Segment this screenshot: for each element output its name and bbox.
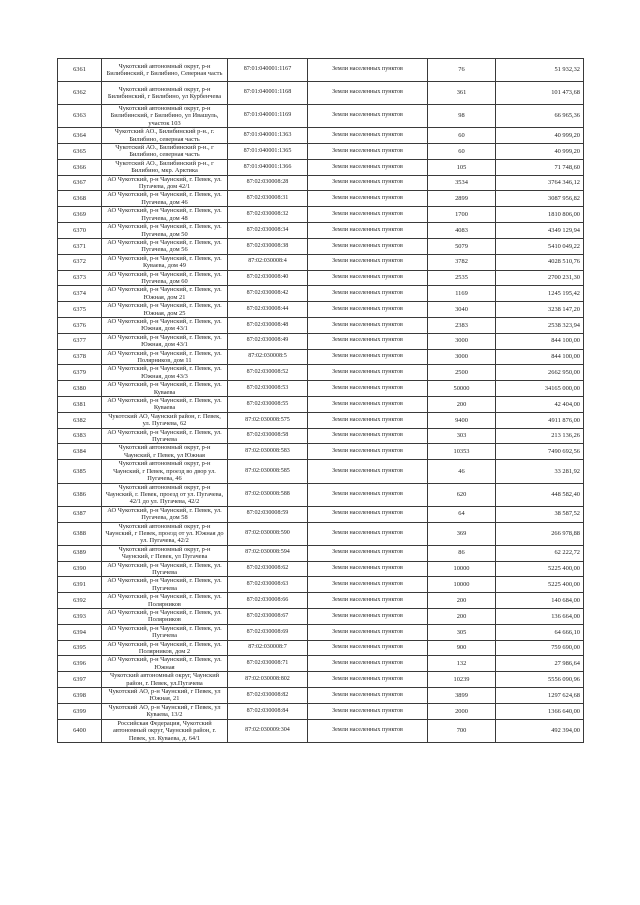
- land-category: Земли населенных пунктов: [308, 656, 428, 672]
- row-number: 6391: [58, 577, 102, 593]
- parcel-area: 200: [428, 593, 496, 609]
- cadastral-number: 87:02:030008:62: [228, 561, 308, 577]
- cadastral-number: 87:02:030008:588: [228, 483, 308, 506]
- cadastral-value: 759 690,00: [496, 640, 584, 656]
- table-row: [58, 144, 584, 160]
- parcel-area: 60: [428, 128, 496, 144]
- row-number: 6361: [58, 59, 102, 82]
- parcel-address: АО Чукотский, р-н Чаунский, г. Певек, ул. Полярников: [102, 609, 228, 625]
- cadastral-number: 87:02:030008:82: [228, 688, 308, 704]
- row-number: 6378: [58, 349, 102, 365]
- cadastral-value: 266 978,88: [496, 522, 584, 545]
- table-row: [58, 483, 584, 506]
- cadastral-value: 64 666,10: [496, 624, 584, 640]
- row-number: 6367: [58, 175, 102, 191]
- land-category: Земли населенных пунктов: [308, 365, 428, 381]
- table-row: [58, 302, 584, 318]
- cadastral-number: 87:02:030008:53: [228, 381, 308, 397]
- land-category: Земли населенных пунктов: [308, 624, 428, 640]
- land-category: Земли населенных пунктов: [308, 349, 428, 365]
- row-number: 6365: [58, 144, 102, 160]
- cadastral-value: 1297 624,68: [496, 688, 584, 704]
- land-category: Земли населенных пунктов: [308, 688, 428, 704]
- table-row: [58, 238, 584, 254]
- table-row: [58, 207, 584, 223]
- land-category: Земли населенных пунктов: [308, 506, 428, 522]
- parcel-area: 5079: [428, 238, 496, 254]
- cadastral-number: 87:02:030008:48: [228, 317, 308, 333]
- land-category: Земли населенных пунктов: [308, 207, 428, 223]
- cadastral-value: 492 394,00: [496, 719, 584, 742]
- cadastral-value: 2662 950,00: [496, 365, 584, 381]
- land-category: Земли населенных пунктов: [308, 144, 428, 160]
- parcel-address: АО Чукотский, р-н Чаунский, г. Певек, ул. Южная, дом 21: [102, 286, 228, 302]
- land-category: Земли населенных пунктов: [308, 105, 428, 128]
- row-number: 6368: [58, 191, 102, 207]
- cadastral-number: 87:02:030008:5: [228, 349, 308, 365]
- row-number: 6380: [58, 381, 102, 397]
- land-category: Земли населенных пунктов: [308, 128, 428, 144]
- land-category: Земли населенных пунктов: [308, 286, 428, 302]
- cadastral-value: 2538 323,94: [496, 317, 584, 333]
- parcel-address: Чукотский автономный округ, Чаунский район, г. Певек, ул.Пугачева: [102, 672, 228, 688]
- parcel-area: 369: [428, 522, 496, 545]
- cadastral-value: 40 999,20: [496, 128, 584, 144]
- land-category: Земли населенных пунктов: [308, 397, 428, 413]
- row-number: 6370: [58, 223, 102, 239]
- parcel-area: 2500: [428, 365, 496, 381]
- parcel-area: 1169: [428, 286, 496, 302]
- parcel-area: 105: [428, 159, 496, 175]
- parcel-address: АО Чукотский, р-н Чаунский, г. Певек, ул. Пугачева, дом 58: [102, 506, 228, 522]
- table-row: [58, 460, 584, 483]
- parcel-area: 2383: [428, 317, 496, 333]
- table-row: [58, 656, 584, 672]
- row-number: 6396: [58, 656, 102, 672]
- cadastral-number: 87:01:040001:1363: [228, 128, 308, 144]
- cadastral-number: 87:02:030008:67: [228, 609, 308, 625]
- land-register-document: [57, 58, 583, 743]
- parcel-address: Чукотский автономный округ, р-н Чаунский, г Певек, проезд во двор ул. Пугачева, 46: [102, 460, 228, 483]
- table-row: [58, 640, 584, 656]
- table-row: [58, 254, 584, 270]
- land-category: Земли населенных пунктов: [308, 59, 428, 82]
- cadastral-value: 844 100,00: [496, 349, 584, 365]
- parcel-area: 9400: [428, 412, 496, 428]
- parcel-area: 10000: [428, 561, 496, 577]
- cadastral-number: 87:01:040001:1365: [228, 144, 308, 160]
- cadastral-value: 1810 806,00: [496, 207, 584, 223]
- parcel-area: 2000: [428, 703, 496, 719]
- parcel-address: АО Чукотский, р-н Чаунский, г. Певек, ул. Южная: [102, 656, 228, 672]
- parcel-address: АО Чукотский, р-н Чаунский, г. Певек, ул. Пугачева: [102, 561, 228, 577]
- table-row: [58, 191, 584, 207]
- table-row: [58, 428, 584, 444]
- parcel-address: АО Чукотский, р-н Чаунский, г. Певек, ул. Полярников, дом 11: [102, 349, 228, 365]
- row-number: 6377: [58, 333, 102, 349]
- cadastral-value: 4349 129,94: [496, 223, 584, 239]
- parcel-area: 3534: [428, 175, 496, 191]
- parcel-address: АО Чукотский, р-н Чаунский, г. Певек, ул. Пугачева, дом 56: [102, 238, 228, 254]
- cadastral-value: 1245 195,42: [496, 286, 584, 302]
- row-number: 6373: [58, 270, 102, 286]
- table-row: [58, 522, 584, 545]
- land-category: Земли населенных пунктов: [308, 522, 428, 545]
- cadastral-value: 40 999,20: [496, 144, 584, 160]
- parcel-area: 2899: [428, 191, 496, 207]
- parcel-address: АО Чукотский, р-н Чаунский, г. Певек, ул. Пугачева, дом 46: [102, 191, 228, 207]
- parcel-address: АО Чукотский, р-н Чаунский, г. Певек, ул. Куваева: [102, 397, 228, 413]
- cadastral-number: 87:02:030008:84: [228, 703, 308, 719]
- row-number: 6386: [58, 483, 102, 506]
- row-number: 6363: [58, 105, 102, 128]
- cadastral-value: 3087 956,82: [496, 191, 584, 207]
- land-category: Земли населенных пунктов: [308, 82, 428, 105]
- land-category: Земли населенных пунктов: [308, 609, 428, 625]
- table-row: [58, 577, 584, 593]
- table-row: [58, 159, 584, 175]
- cadastral-value: 136 664,00: [496, 609, 584, 625]
- row-number: 6389: [58, 545, 102, 561]
- cadastral-number: 87:02:030008:55: [228, 397, 308, 413]
- row-number: 6374: [58, 286, 102, 302]
- table-row: [58, 703, 584, 719]
- row-number: 6395: [58, 640, 102, 656]
- cadastral-value: 213 136,26: [496, 428, 584, 444]
- cadastral-value: 62 222,72: [496, 545, 584, 561]
- parcel-address: Чукотский автономный округ, р-н Билибинский, г Билибино, Северная часть: [102, 59, 228, 82]
- land-category: Земли населенных пунктов: [308, 483, 428, 506]
- row-number: 6379: [58, 365, 102, 381]
- parcel-address: АО Чукотский, р-н Чаунский, г. Певек, ул. Южная, дом 43/1: [102, 317, 228, 333]
- parcel-area: 1700: [428, 207, 496, 223]
- table-row: [58, 59, 584, 82]
- parcel-address: АО Чукотский, р-н Чаунский, г. Певек, ул. Пугачева, дом 60: [102, 270, 228, 286]
- cadastral-number: 87:02:030008:7: [228, 640, 308, 656]
- cadastral-value: 38 587,52: [496, 506, 584, 522]
- cadastral-number: 87:02:030008:58: [228, 428, 308, 444]
- parcel-area: 46: [428, 460, 496, 483]
- land-category: Земли населенных пунктов: [308, 577, 428, 593]
- table-row: [58, 397, 584, 413]
- land-category: Земли населенных пунктов: [308, 640, 428, 656]
- row-number: 6387: [58, 506, 102, 522]
- parcel-area: 50000: [428, 381, 496, 397]
- row-number: 6369: [58, 207, 102, 223]
- parcel-area: 200: [428, 609, 496, 625]
- row-number: 6362: [58, 82, 102, 105]
- table-row: [58, 317, 584, 333]
- table-row: [58, 349, 584, 365]
- cadastral-value: 66 965,36: [496, 105, 584, 128]
- cadastral-number: 87:02:030008:594: [228, 545, 308, 561]
- parcel-area: 3040: [428, 302, 496, 318]
- parcel-area: 76: [428, 59, 496, 82]
- parcel-area: 303: [428, 428, 496, 444]
- parcel-area: 86: [428, 545, 496, 561]
- land-category: Земли населенных пунктов: [308, 460, 428, 483]
- cadastral-value: 4911 876,00: [496, 412, 584, 428]
- cadastral-number: 87:02:030009:304: [228, 719, 308, 742]
- land-category: Земли населенных пунктов: [308, 444, 428, 460]
- table-row: [58, 412, 584, 428]
- row-number: 6382: [58, 412, 102, 428]
- parcel-address: Чукотский АО., Билибинский р-н., г Билибино, мкр. Арктика: [102, 159, 228, 175]
- parcel-address: АО Чукотский, р-н Чаунский, г. Певек, ул. Полярников: [102, 593, 228, 609]
- row-number: 6393: [58, 609, 102, 625]
- parcel-area: 620: [428, 483, 496, 506]
- cadastral-value: 71 748,60: [496, 159, 584, 175]
- parcel-address: АО Чукотский, р-н Чаунский, г. Певек, ул. Пугачева, дом 48: [102, 207, 228, 223]
- land-category: Земли населенных пунктов: [308, 175, 428, 191]
- cadastral-number: 87:02:030008:575: [228, 412, 308, 428]
- land-category: Земли населенных пунктов: [308, 412, 428, 428]
- cadastral-value: 5410 049,22: [496, 238, 584, 254]
- parcel-address: Чукотский АО, р-н Чаунский, г Певек, ул Куваева, 13/2: [102, 703, 228, 719]
- land-category: Земли населенных пунктов: [308, 428, 428, 444]
- row-number: 6381: [58, 397, 102, 413]
- cadastral-value: 4028 510,76: [496, 254, 584, 270]
- cadastral-number: 87:02:030008:40: [228, 270, 308, 286]
- parcel-area: 900: [428, 640, 496, 656]
- land-category: Земли населенных пунктов: [308, 381, 428, 397]
- parcel-area: 10353: [428, 444, 496, 460]
- land-category: Земли населенных пунктов: [308, 561, 428, 577]
- cadastral-value: 2700 231,30: [496, 270, 584, 286]
- land-category: Земли населенных пунктов: [308, 703, 428, 719]
- cadastral-number: 87:02:030008:59: [228, 506, 308, 522]
- row-number: 6384: [58, 444, 102, 460]
- row-number: 6399: [58, 703, 102, 719]
- land-parcels-table: [57, 58, 584, 743]
- table-row: [58, 365, 584, 381]
- table-row: [58, 82, 584, 105]
- table-row: [58, 223, 584, 239]
- row-number: 6375: [58, 302, 102, 318]
- parcel-area: 3782: [428, 254, 496, 270]
- table-row: [58, 286, 584, 302]
- table-row: [58, 688, 584, 704]
- cadastral-value: 5225 400,00: [496, 561, 584, 577]
- land-parcels-table-body: [58, 59, 584, 743]
- parcel-area: 361: [428, 82, 496, 105]
- row-number: 6364: [58, 128, 102, 144]
- table-row: [58, 444, 584, 460]
- parcel-area: 98: [428, 105, 496, 128]
- cadastral-number: 87:02:030008:583: [228, 444, 308, 460]
- cadastral-number: 87:02:030008:32: [228, 207, 308, 223]
- cadastral-value: 5556 090,96: [496, 672, 584, 688]
- cadastral-value: 3764 346,12: [496, 175, 584, 191]
- parcel-address: АО Чукотский, р-н Чаунский, г. Певек, ул. Пугачева: [102, 624, 228, 640]
- land-category: Земли населенных пунктов: [308, 191, 428, 207]
- table-row: [58, 672, 584, 688]
- parcel-address: Чукотский АО, р-н Чаунский, г Певек, ул Южная, 21: [102, 688, 228, 704]
- cadastral-value: 448 582,40: [496, 483, 584, 506]
- table-row: [58, 561, 584, 577]
- parcel-address: АО Чукотский, р-н Чаунский, г. Певек, ул. Пугачева: [102, 577, 228, 593]
- row-number: 6400: [58, 719, 102, 742]
- cadastral-value: 5225 400,00: [496, 577, 584, 593]
- row-number: 6372: [58, 254, 102, 270]
- cadastral-number: 87:02:030008:34: [228, 223, 308, 239]
- row-number: 6366: [58, 159, 102, 175]
- parcel-area: 305: [428, 624, 496, 640]
- table-row: [58, 128, 584, 144]
- cadastral-value: 34165 000,00: [496, 381, 584, 397]
- cadastral-number: 87:01:040001:1169: [228, 105, 308, 128]
- row-number: 6394: [58, 624, 102, 640]
- cadastral-number: 87:02:030008:52: [228, 365, 308, 381]
- parcel-area: 3000: [428, 333, 496, 349]
- cadastral-value: 7490 692,56: [496, 444, 584, 460]
- parcel-address: Чукотский автономный округ, р-н Чаунский, г. Певек, проезд от ул. Пугачева, 42/1 до ул. Пугачева, 42/2: [102, 483, 228, 506]
- cadastral-value: 3238 147,20: [496, 302, 584, 318]
- parcel-area: 10000: [428, 577, 496, 593]
- row-number: 6388: [58, 522, 102, 545]
- row-number: 6398: [58, 688, 102, 704]
- land-category: Земли населенных пунктов: [308, 270, 428, 286]
- parcel-area: 2535: [428, 270, 496, 286]
- cadastral-number: 87:02:030008:63: [228, 577, 308, 593]
- parcel-address: АО Чукотский, р-н Чаунский, г. Певек, ул. Пугачева: [102, 428, 228, 444]
- table-row: [58, 105, 584, 128]
- land-category: Земли населенных пунктов: [308, 302, 428, 318]
- parcel-area: 10239: [428, 672, 496, 688]
- land-category: Земли населенных пунктов: [308, 159, 428, 175]
- land-category: Земли населенных пунктов: [308, 317, 428, 333]
- parcel-address: АО Чукотский, р-н Чаунский, г. Певек, ул. Пугачева, дом 50: [102, 223, 228, 239]
- row-number: 6385: [58, 460, 102, 483]
- land-category: Земли населенных пунктов: [308, 238, 428, 254]
- parcel-address: АО Чукотский, р-н Чаунский, г. Певек, ул. Полярников, дом 2: [102, 640, 228, 656]
- cadastral-number: 87:02:030008:38: [228, 238, 308, 254]
- table-row: [58, 593, 584, 609]
- cadastral-value: 42 404,00: [496, 397, 584, 413]
- parcel-address: Чукотский автономный округ, р-н Билибинский, г Билибино, ул Курбенчева: [102, 82, 228, 105]
- land-category: Земли населенных пунктов: [308, 254, 428, 270]
- cadastral-number: 87:02:030008:802: [228, 672, 308, 688]
- cadastral-number: 87:02:030008:44: [228, 302, 308, 318]
- table-row: [58, 609, 584, 625]
- cadastral-value: 101 473,68: [496, 82, 584, 105]
- table-row: [58, 506, 584, 522]
- parcel-area: 3899: [428, 688, 496, 704]
- cadastral-value: 140 684,00: [496, 593, 584, 609]
- table-row: [58, 624, 584, 640]
- parcel-address: Чукотский АО, Чаунский район, г. Певек, ул. Пугачева, 62: [102, 412, 228, 428]
- parcel-address: Чукотский АО., Билибинский р-н., г. Билибино, северная часть: [102, 128, 228, 144]
- cadastral-number: 87:01:040001:1167: [228, 59, 308, 82]
- parcel-address: Чукотский автономный округ, р-н Билибинский, г Билибино, ул Ивашуль, участок 103: [102, 105, 228, 128]
- cadastral-number: 87:02:030008:585: [228, 460, 308, 483]
- parcel-address: АО Чукотский, р-н Чаунский, г. Певек, ул. Пугачева, дом 42/1: [102, 175, 228, 191]
- row-number: 6383: [58, 428, 102, 444]
- cadastral-value: 1366 640,00: [496, 703, 584, 719]
- parcel-address: Чукотский автономный округ, р-н Чаунский, г Певек, проезд от ул. Южная до ул. Пугачева, 42/2: [102, 522, 228, 545]
- parcel-area: 3000: [428, 349, 496, 365]
- parcel-address: АО Чукотский, р-н Чаунский, г. Певек, ул. Южная, дом 25: [102, 302, 228, 318]
- parcel-area: 64: [428, 506, 496, 522]
- cadastral-number: 87:02:030008:66: [228, 593, 308, 609]
- cadastral-number: 87:02:030008:71: [228, 656, 308, 672]
- land-category: Земли населенных пунктов: [308, 593, 428, 609]
- parcel-address: Российская Федерация, Чукотский автономный округ, Чаунский район, г. Певек, ул. Куваева, д. 64/1: [102, 719, 228, 742]
- cadastral-value: 844 100,00: [496, 333, 584, 349]
- parcel-area: 700: [428, 719, 496, 742]
- cadastral-number: 87:02:030008:42: [228, 286, 308, 302]
- cadastral-number: 87:01:040001:1366: [228, 159, 308, 175]
- cadastral-number: 87:02:030008:28: [228, 175, 308, 191]
- parcel-address: АО Чукотский, р-н Чаунский, г. Певек, ул. Куваева: [102, 381, 228, 397]
- table-row: [58, 381, 584, 397]
- row-number: 6397: [58, 672, 102, 688]
- table-row: [58, 545, 584, 561]
- parcel-address: АО Чукотский, р-н Чаунский, г. Певек, ул. Южная, дом 43/3: [102, 365, 228, 381]
- cadastral-number: 87:02:030008:69: [228, 624, 308, 640]
- parcel-area: 60: [428, 144, 496, 160]
- parcel-area: 4083: [428, 223, 496, 239]
- cadastral-value: 51 932,32: [496, 59, 584, 82]
- row-number: 6390: [58, 561, 102, 577]
- table-row: [58, 175, 584, 191]
- cadastral-value: 27 986,64: [496, 656, 584, 672]
- parcel-area: 200: [428, 397, 496, 413]
- row-number: 6376: [58, 317, 102, 333]
- land-category: Земли населенных пунктов: [308, 719, 428, 742]
- cadastral-number: 87:02:030008:590: [228, 522, 308, 545]
- table-row: [58, 270, 584, 286]
- parcel-address: АО Чукотский, р-н Чаунский, г. Певек, ул. Куваева, дом 49: [102, 254, 228, 270]
- cadastral-number: 87:01:040001:1168: [228, 82, 308, 105]
- parcel-address: Чукотский автономный округ, р-н Чаунский, г Певек, ул Пугачева: [102, 545, 228, 561]
- table-row: [58, 333, 584, 349]
- row-number: 6371: [58, 238, 102, 254]
- cadastral-number: 87:02:030008:49: [228, 333, 308, 349]
- parcel-address: Чукотский автономный округ, р-н Чаунский, г Певек, ул Южная: [102, 444, 228, 460]
- land-category: Земли населенных пунктов: [308, 333, 428, 349]
- parcel-address: Чукотский АО., Билибинский р-н., г Билибино, северная часть: [102, 144, 228, 160]
- parcel-area: 132: [428, 656, 496, 672]
- cadastral-number: 87:02:030008:4: [228, 254, 308, 270]
- parcel-address: АО Чукотский, р-н Чаунский, г. Певек, ул. Южная, дом 43/1: [102, 333, 228, 349]
- row-number: 6392: [58, 593, 102, 609]
- cadastral-value: 33 281,92: [496, 460, 584, 483]
- table-row: [58, 719, 584, 742]
- land-category: Земли населенных пунктов: [308, 223, 428, 239]
- land-category: Земли населенных пунктов: [308, 672, 428, 688]
- land-category: Земли населенных пунктов: [308, 545, 428, 561]
- cadastral-number: 87:02:030008:31: [228, 191, 308, 207]
